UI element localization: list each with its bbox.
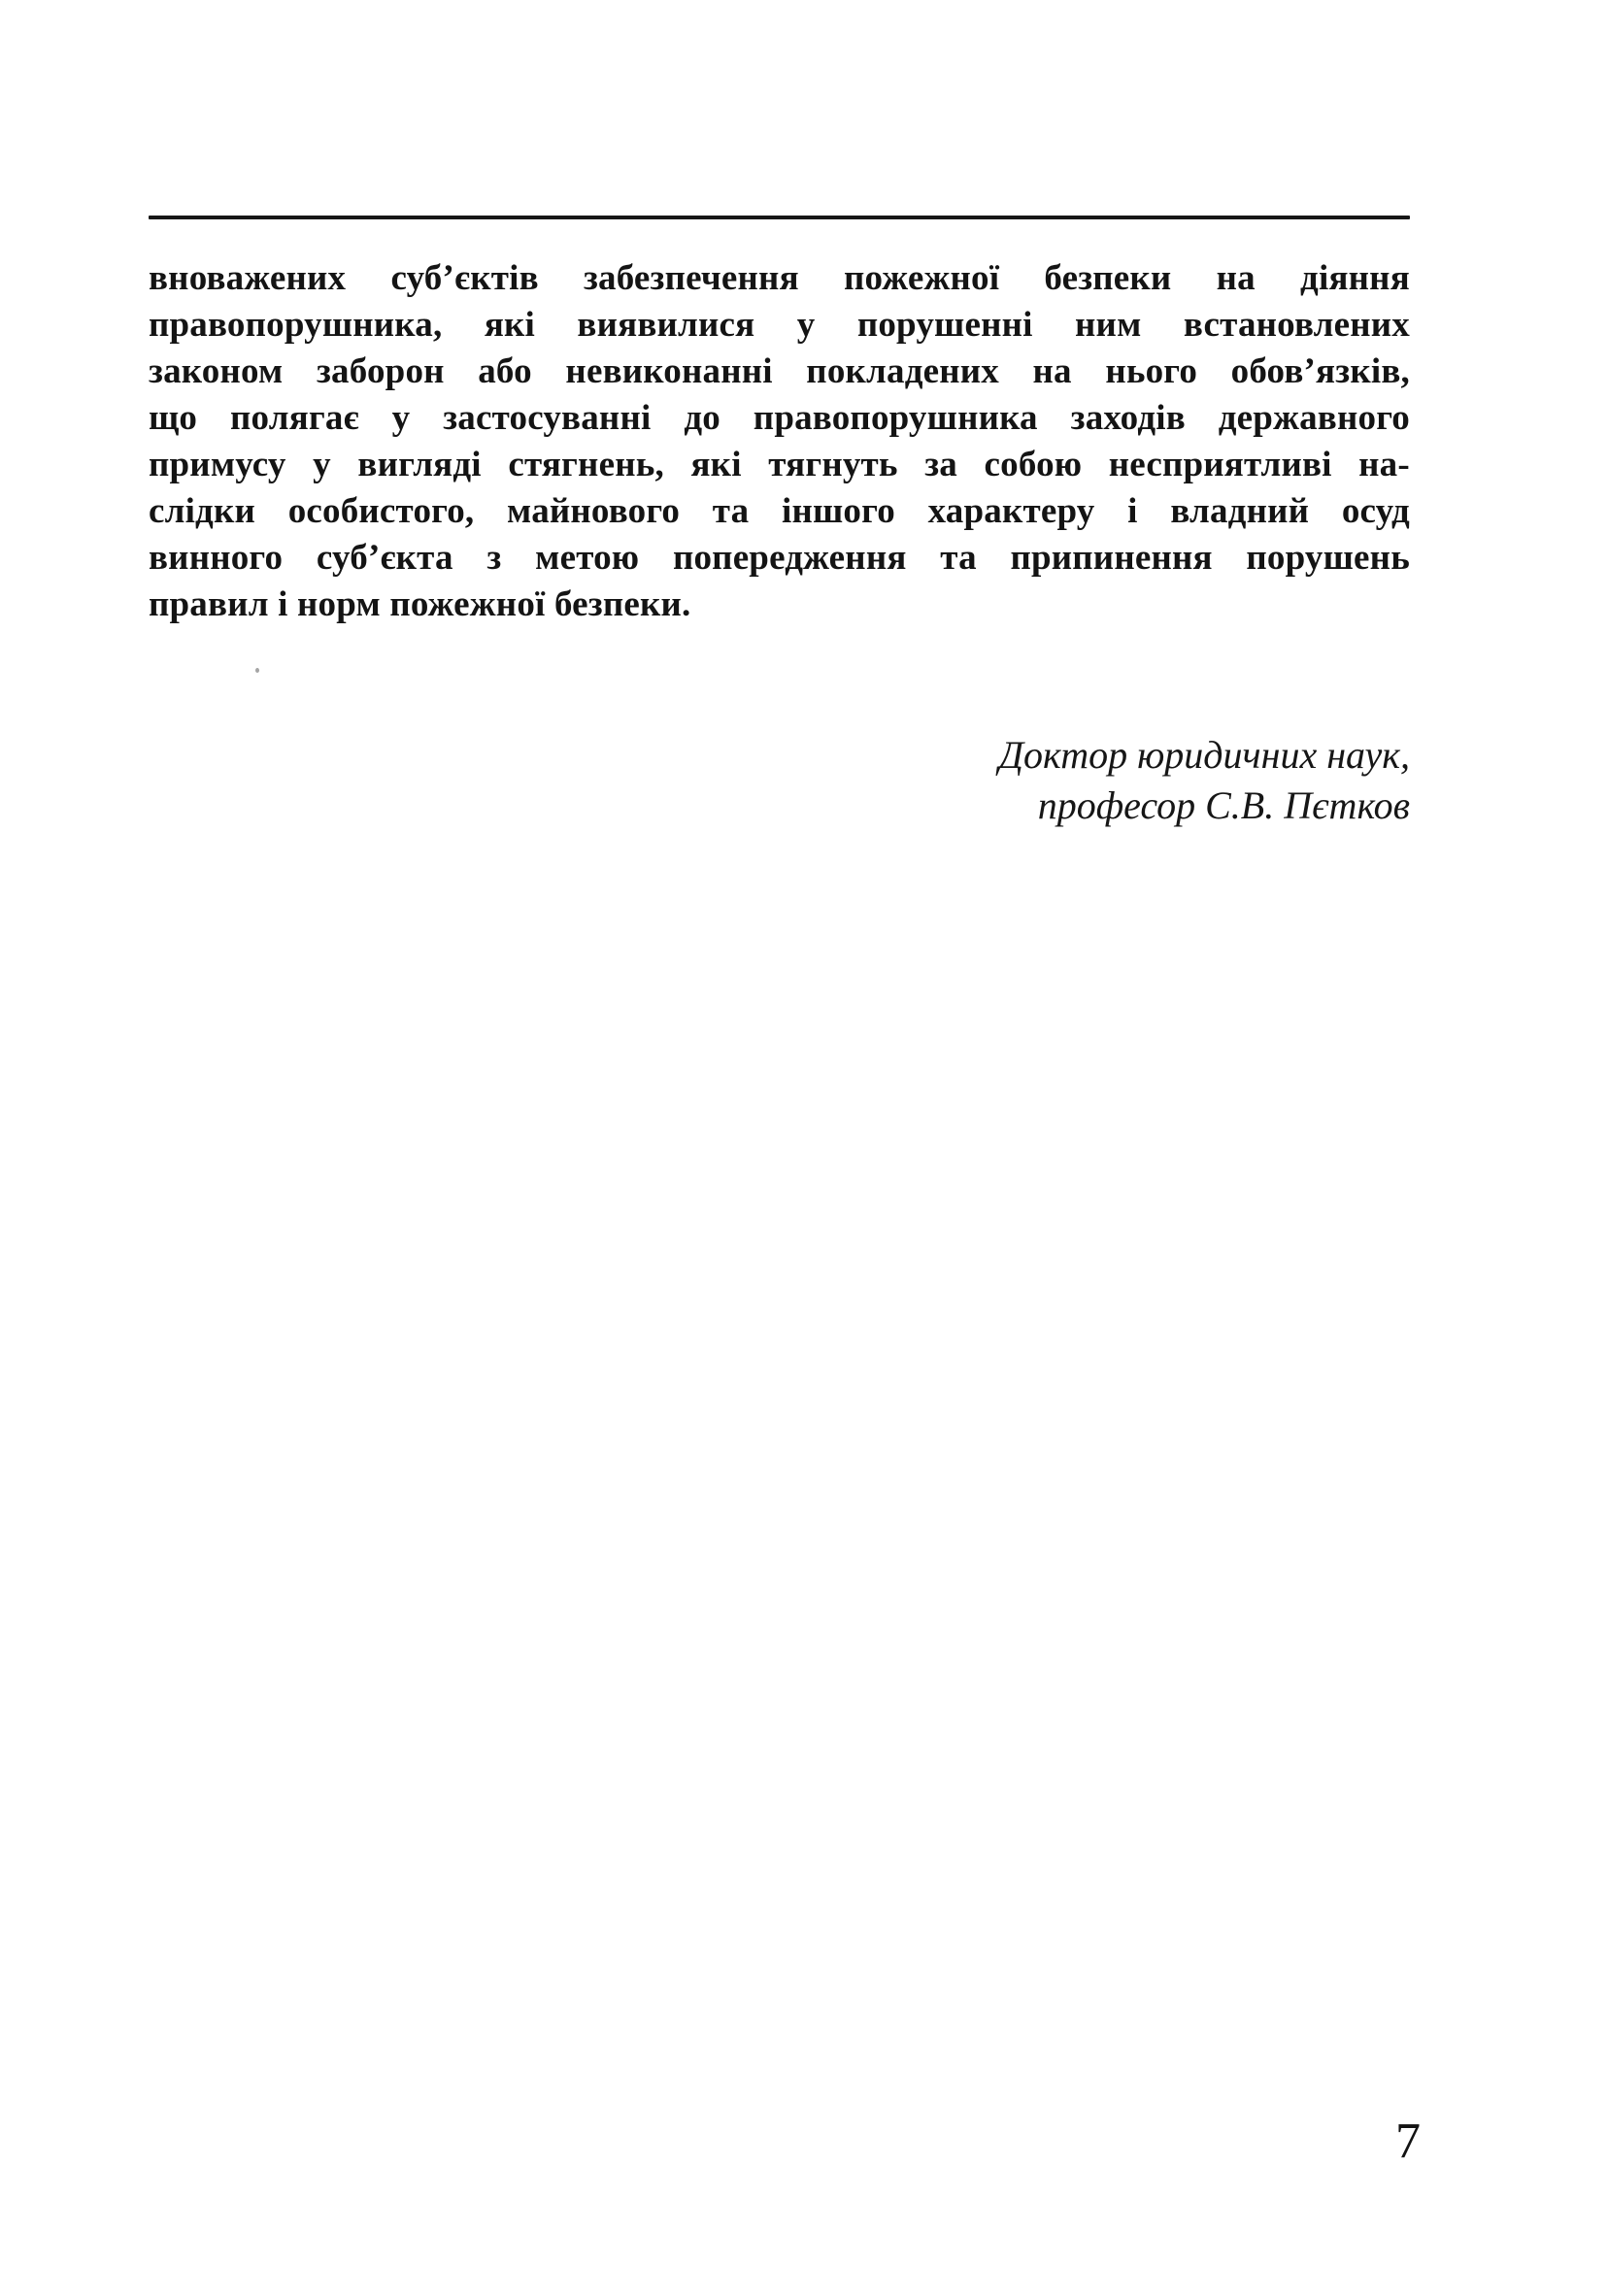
paragraph-line: законом заборон або невиконанні покладених на нього обов’язків,	[149, 351, 1410, 391]
author-attribution	[999, 730, 1410, 831]
page-number: 7	[1395, 2113, 1421, 2169]
attribution-line-title: Доктор юридичних наук,	[998, 733, 1410, 777]
scan-speck	[255, 668, 259, 673]
paragraph-line: вноважених суб’єктів забезпечення пожежної безпеки на діяння	[149, 258, 1410, 298]
paragraph-last-line: правил і норм пожежної безпеки.	[149, 584, 691, 624]
paragraph-line: примусу у вигляді стягнень, які тягнуть за собою несприятливі на-	[149, 445, 1410, 484]
attribution-line-name: професор С.В. Пєтков	[1037, 783, 1410, 827]
body-paragraph	[149, 255, 1410, 628]
paragraph-line: винного суб’єкта з метою попередження та припинення порушень	[149, 538, 1410, 578]
paragraph-line: слідки особистого, майнового та іншого характеру і владний осуд	[149, 491, 1410, 531]
header-rule	[149, 216, 1410, 219]
paragraph-line: правопорушника, які виявилися у порушенні ним встановлених	[149, 305, 1410, 345]
paragraph-line: що полягає у застосуванні до правопорушника заходів державного	[149, 398, 1410, 438]
